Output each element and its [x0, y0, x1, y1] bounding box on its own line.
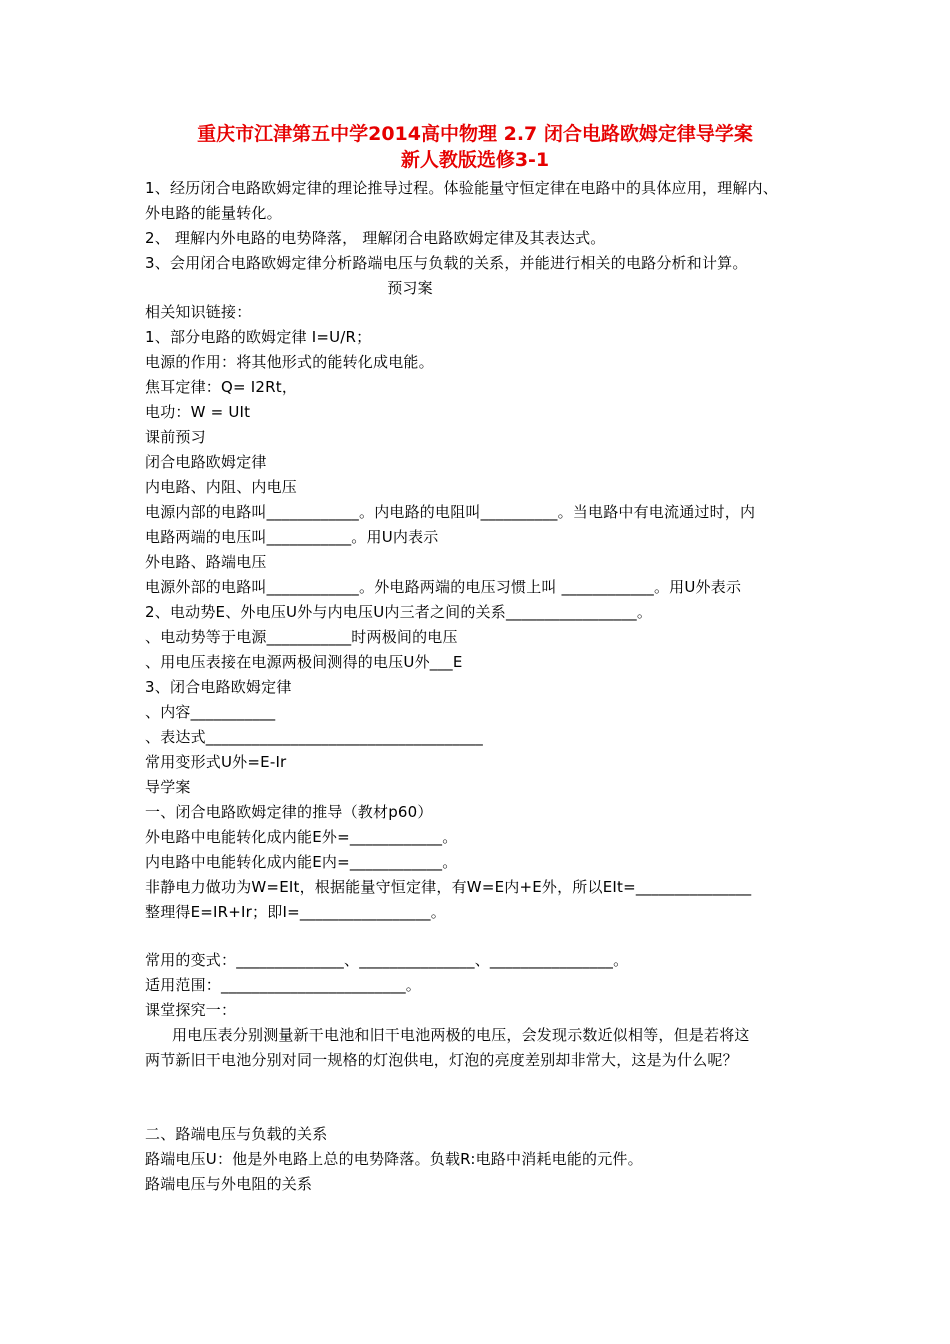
- closed-circuit-heading: 闭合电路欧姆定律: [145, 453, 267, 471]
- external-circuit-heading: 外电路、路端电压: [145, 553, 267, 571]
- internal-voltage-fill: 电路两端的电压叫___________。用U内表示: [145, 528, 439, 546]
- section-two-heading: 二、路端电压与负载的关系: [145, 1125, 328, 1143]
- terminal-voltage-def: 路端电压U：他是外电路上总的电势降落。负载R:电路中消耗电能的元件。: [145, 1150, 643, 1168]
- joule-law: 焦耳定律：Q= I2Rt，: [145, 378, 298, 396]
- closed-circuit-law: 3、闭合电路欧姆定律: [145, 678, 292, 696]
- goal-3: 3、会用闭合电路欧姆定律分析路端电压与负载的关系，并能进行相关的电路分析和计算。: [145, 254, 748, 272]
- common-form: 常用变形式U外=E-Ir: [145, 753, 287, 771]
- related-knowledge: 相关知识链接：: [145, 303, 252, 321]
- expression-fill: 、表达式____________________________________: [145, 728, 484, 746]
- nonelectrostatic-work: 非静电力做功为W=EIt，根据能量守恒定律，有W=E内+E外，所以EIt=_______________: [145, 878, 752, 896]
- external-energy-fill: 外电路中电能转化成内能E外=____________。: [145, 828, 458, 846]
- goal-1: 1、经历闭合电路欧姆定律的理论推导过程。体验能量守恒定律在电路中的具体应用，理解内、: [145, 179, 778, 197]
- title-line-1: 重庆市江津第五中学2014高中物理 2.7 闭合电路欧姆定律导学案: [197, 123, 753, 145]
- inquiry-one-heading: 课堂探究一：: [145, 1001, 237, 1019]
- common-variants: 常用的变式：______________、_______________、________________。: [145, 951, 629, 969]
- pre-class-heading: 课前预习: [145, 428, 206, 446]
- internal-circuit-fill: 电源内部的电路叫____________。内电路的电阻叫__________。当电路中有电流通过时，内: [145, 503, 756, 521]
- power-source-role: 电源的作用：将其他形式的能转化成电能。: [145, 353, 434, 371]
- content-fill: 、内容___________: [145, 703, 276, 721]
- internal-circuit-heading: 内电路、内阻、内电压: [145, 478, 298, 496]
- derivation-heading: 一、闭合电路欧姆定律的推导（教材p60）: [145, 803, 433, 821]
- goal-1-cont: 外电路的能量转化。: [145, 204, 282, 222]
- electric-work: 电功：W = UIt: [145, 403, 251, 421]
- voltmeter-measure: 、用电压表接在电源两极间测得的电压U外___E: [145, 653, 463, 671]
- title-line-2: 新人教版选修3-1: [400, 149, 550, 171]
- external-circuit-fill: 电源外部的电路叫____________。外电路两端的电压习惯上叫 ____________。用U外表示: [145, 578, 742, 596]
- ohm-law-partial: 1、部分电路的欧姆定律 I=U/R；: [145, 328, 372, 346]
- emf-relation: 2、电动势E、外电压U外与内电压U内三者之间的关系_________________。: [145, 603, 653, 621]
- internal-energy-fill: 内电路中电能转化成内能E内=____________。: [145, 853, 458, 871]
- rearranged-formula: 整理得E=IR+Ir；即I=_________________。: [145, 903, 446, 921]
- applicable-range: 适用范围：________________________。: [145, 976, 422, 994]
- inquiry-one-text-1: 用电压表分别测量新干电池和旧干电池两极的电压，会发现示数近似相等，但是若将这: [172, 1026, 750, 1044]
- emf-equals: 、电动势等于电源___________时两极间的电压: [145, 628, 458, 646]
- terminal-voltage-relation: 路端电压与外电阻的关系: [145, 1175, 313, 1193]
- section-heading-preview: 预习案: [387, 279, 433, 297]
- goal-2: 2、 理解内外电路的电势降落， 理解闭合电路欧姆定律及其表达式。: [145, 229, 606, 247]
- guide-heading: 导学案: [145, 778, 191, 796]
- inquiry-one-text-2: 两节新旧干电池分别对同一规格的灯泡供电，灯泡的亮度差别却非常大，这是为什么呢？: [145, 1051, 738, 1069]
